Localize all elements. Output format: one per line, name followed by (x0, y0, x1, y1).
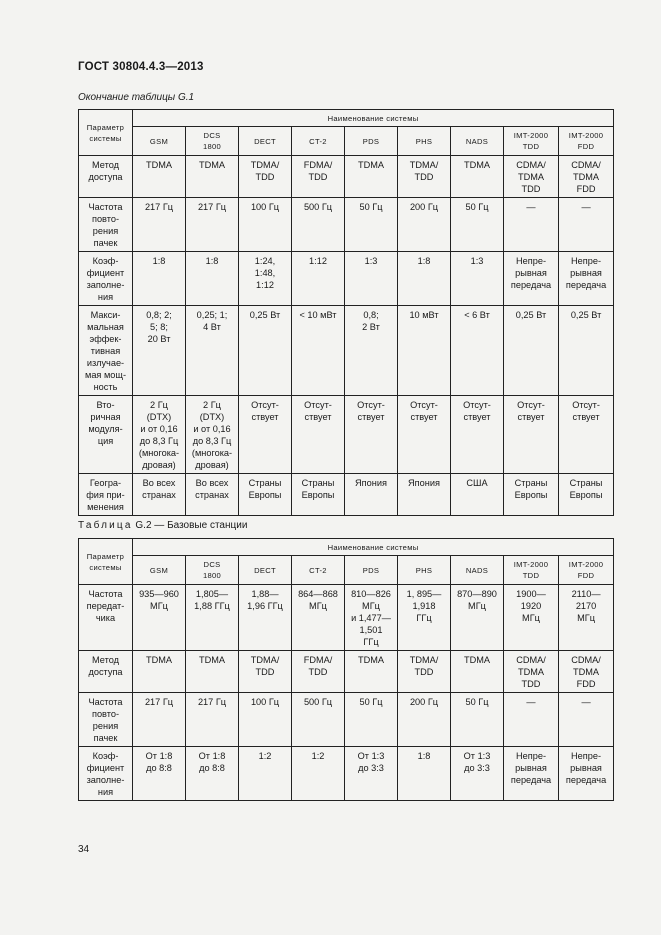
value-cell: От 1:8 до 8:8 (133, 747, 186, 801)
value-cell: 100 Гц (239, 693, 292, 747)
value-cell: CDMA/ TDMA TDD (504, 651, 559, 693)
value-cell: 935—960 МГц (133, 585, 186, 651)
value-cell: TDMA (186, 156, 239, 198)
value-cell: 1:12 (292, 252, 345, 306)
value-cell: 870—890 МГц (451, 585, 504, 651)
value-cell: TDMA (451, 651, 504, 693)
table-row (79, 693, 614, 747)
value-cell: Во всех странах (186, 474, 239, 516)
value-cell: Отсут- ствует (292, 396, 345, 474)
value-cell: Страны Европы (292, 474, 345, 516)
table-row (79, 651, 614, 693)
value-cell: Отсут- ствует (345, 396, 398, 474)
value-cell: 200 Гц (398, 198, 451, 252)
value-cell: Отсут- ствует (504, 396, 559, 474)
value-cell: 500 Гц (292, 198, 345, 252)
value-cell: 500 Гц (292, 693, 345, 747)
parameter-name-cell: Частота повто- рения пачек (79, 693, 133, 747)
value-cell: 1:2 (239, 747, 292, 801)
value-cell: TDMA/ TDD (239, 651, 292, 693)
document-header: ГОСТ 30804.4.3—2013 (78, 61, 204, 73)
table1-caption: Окончание таблицы G.1 (78, 92, 195, 103)
system-column-header: NADS (451, 556, 504, 585)
value-cell: CDMA/ TDMA FDD (559, 156, 614, 198)
system-column-header: CT-2 (292, 127, 345, 156)
value-cell: 50 Гц (451, 198, 504, 252)
parameter-name-cell: Метод доступа (79, 651, 133, 693)
value-cell: — (504, 198, 559, 252)
value-cell: Во всех странах (133, 474, 186, 516)
value-cell: 1,805— 1,88 ГГц (186, 585, 239, 651)
value-cell: 1, 895— 1,918 ГГц (398, 585, 451, 651)
system-column-header: PHS (398, 556, 451, 585)
value-cell: — (504, 693, 559, 747)
system-column-header: IMT-2000 TDD (504, 556, 559, 585)
system-column-header: DCS 1800 (186, 127, 239, 156)
value-cell: 10 мВт (398, 306, 451, 396)
param-header: Параметр системы (79, 539, 133, 585)
parameter-name-cell: Метод доступа (79, 156, 133, 198)
table-row (79, 585, 614, 651)
system-column-header: IMT-2000 FDD (559, 127, 614, 156)
table-g2-base-stations (78, 538, 614, 801)
system-column-header: NADS (451, 127, 504, 156)
value-cell: 1:3 (451, 252, 504, 306)
value-cell: 1900— 1920 МГц (504, 585, 559, 651)
table-row (79, 306, 614, 396)
value-cell: TDMA (451, 156, 504, 198)
value-cell: США (451, 474, 504, 516)
system-column-header: IMT-2000 TDD (504, 127, 559, 156)
parameter-name-cell: Коэф- фициент заполне- ния (79, 747, 133, 801)
value-cell: Непре- рывная передача (559, 252, 614, 306)
parameter-name-cell: Геогра- фия при- менения (79, 474, 133, 516)
value-cell: TDMA (133, 651, 186, 693)
value-cell: 100 Гц (239, 198, 292, 252)
parameter-name-cell: Коэф- фициент заполне- ния (79, 252, 133, 306)
value-cell: Отсут- ствует (398, 396, 451, 474)
value-cell: Япония (398, 474, 451, 516)
table-row (79, 252, 614, 306)
value-cell: 2 Гц (DTX) и от 0,16 до 8,3 Гц (многока- дровая) (133, 396, 186, 474)
table-row (79, 156, 614, 198)
parameter-name-cell: Частота повто- рения пачек (79, 198, 133, 252)
value-cell: Страны Европы (239, 474, 292, 516)
value-cell: Непре- рывная передача (504, 252, 559, 306)
system-column-header: GSM (133, 127, 186, 156)
value-cell: 1,88— 1,96 ГГц (239, 585, 292, 651)
system-column-header: PHS (398, 127, 451, 156)
value-cell: 50 Гц (451, 693, 504, 747)
value-cell: TDMA (345, 156, 398, 198)
system-column-header: GSM (133, 556, 186, 585)
value-cell: TDMA (133, 156, 186, 198)
system-column-header: PDS (345, 127, 398, 156)
value-cell: Япония (345, 474, 398, 516)
value-cell: 1:8 (186, 252, 239, 306)
value-cell: 1:8 (398, 252, 451, 306)
value-cell: Отсут- ствует (451, 396, 504, 474)
value-cell: 200 Гц (398, 693, 451, 747)
value-cell: Страны Европы (559, 474, 614, 516)
system-group-header: Наименование системы (133, 110, 614, 127)
system-column-header: IMT-2000 FDD (559, 556, 614, 585)
table-g1-end (78, 109, 614, 516)
value-cell: 0,25 Вт (559, 306, 614, 396)
value-cell: 1:24, 1:48, 1:12 (239, 252, 292, 306)
value-cell: Страны Европы (504, 474, 559, 516)
value-cell: 217 Гц (133, 693, 186, 747)
system-column-header: DECT (239, 556, 292, 585)
value-cell: — (559, 693, 614, 747)
value-cell: 217 Гц (186, 198, 239, 252)
value-cell: TDMA (345, 651, 398, 693)
value-cell: 217 Гц (133, 198, 186, 252)
value-cell: TDMA/ TDD (239, 156, 292, 198)
value-cell: 0,25; 1; 4 Вт (186, 306, 239, 396)
value-cell: — (559, 198, 614, 252)
value-cell: < 10 мВт (292, 306, 345, 396)
param-header: Параметр системы (79, 110, 133, 156)
value-cell: CDMA/ TDMA TDD (504, 156, 559, 198)
parameter-name-cell: Макси- мальная эффек- тивная излучае- мая мощ- ность (79, 306, 133, 396)
value-cell: < 6 Вт (451, 306, 504, 396)
value-cell: 2 Гц (DTX) и от 0,16 до 8,3 Гц (многока- дровая) (186, 396, 239, 474)
value-cell: CDMA/ TDMA FDD (559, 651, 614, 693)
value-cell: 864—868 МГц (292, 585, 345, 651)
system-column-header: CT-2 (292, 556, 345, 585)
value-cell: От 1:3 до 3:3 (345, 747, 398, 801)
table-row (79, 198, 614, 252)
system-group-header: Наименование системы (133, 539, 614, 556)
page-number: 34 (78, 844, 90, 855)
value-cell: 1:8 (398, 747, 451, 801)
value-cell: 217 Гц (186, 693, 239, 747)
value-cell: FDMA/ TDD (292, 651, 345, 693)
parameter-name-cell: Вто- ричная модуля- ция (79, 396, 133, 474)
system-column-header: DCS 1800 (186, 556, 239, 585)
table-row (79, 474, 614, 516)
value-cell: От 1:8 до 8:8 (186, 747, 239, 801)
table2-caption (78, 520, 247, 531)
value-cell: От 1:3 до 3:3 (451, 747, 504, 801)
system-column-header: DECT (239, 127, 292, 156)
value-cell: Непре- рывная передача (504, 747, 559, 801)
value-cell: 1:2 (292, 747, 345, 801)
table2-caption-label: Таблица (78, 520, 133, 531)
value-cell: 810—826 МГц и 1,477— 1,501 ГГц (345, 585, 398, 651)
value-cell: 1:3 (345, 252, 398, 306)
value-cell: 0,25 Вт (504, 306, 559, 396)
system-column-header: PDS (345, 556, 398, 585)
value-cell: 1:8 (133, 252, 186, 306)
value-cell: 2110— 2170 МГц (559, 585, 614, 651)
value-cell: Непре- рывная передача (559, 747, 614, 801)
parameter-name-cell: Частота передат- чика (79, 585, 133, 651)
value-cell: 50 Гц (345, 198, 398, 252)
value-cell: 0,8; 2 Вт (345, 306, 398, 396)
value-cell: 0,25 Вт (239, 306, 292, 396)
value-cell: FDMA/ TDD (292, 156, 345, 198)
value-cell: Отсут- ствует (559, 396, 614, 474)
value-cell: 50 Гц (345, 693, 398, 747)
table-row (79, 396, 614, 474)
value-cell: 0,8; 2; 5; 8; 20 Вт (133, 306, 186, 396)
value-cell: Отсут- ствует (239, 396, 292, 474)
value-cell: TDMA/ TDD (398, 156, 451, 198)
table2-caption-text: G.2 — Базовые станции (135, 520, 248, 531)
value-cell: TDMA/ TDD (398, 651, 451, 693)
table-row (79, 747, 614, 801)
value-cell: TDMA (186, 651, 239, 693)
